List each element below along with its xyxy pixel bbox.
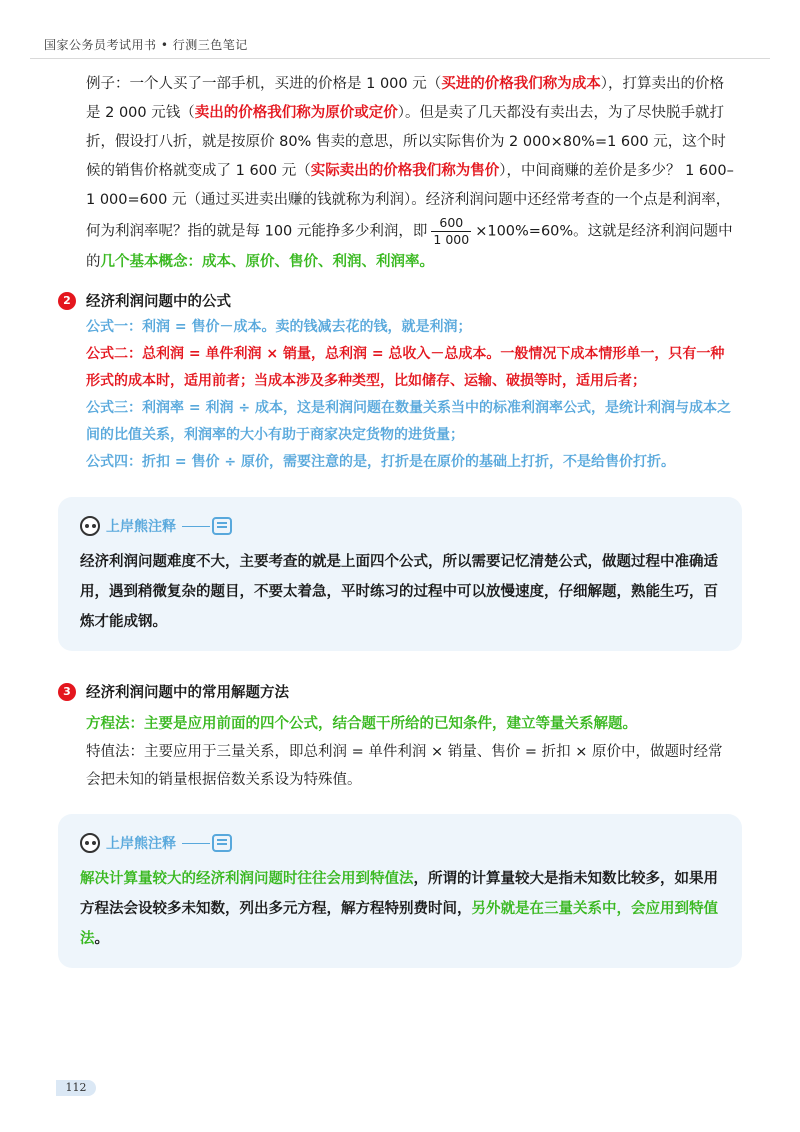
formula-one: 公式一：利润 = 售价－成本。卖的钱减去花的钱，就是利润；	[86, 319, 472, 335]
intro-text: ），打算卖出的价格是 2 000 元钱（	[86, 76, 724, 121]
annotation-tag	[80, 830, 720, 856]
method-list	[86, 710, 736, 794]
header-divider	[30, 58, 770, 59]
formula-two: 公式二：总利润 = 单件利润 × 销量，总利润 = 总收入－总成本。一般情况下成本情形单一，只有一种形式的成本时，适用前者；当成本涉及多种类型，比如储存、运输、破损等时，适用后者；	[86, 346, 725, 389]
tag-underline	[182, 843, 210, 844]
annotation-text: 经济利润问题难度不大，主要考查的就是上面四个公式，所以需要记忆清楚公式，做题过程中准确适用，遇到稍微复杂的题目，不要太着急，平时练习的过程中可以放慢速度，仔细解题，熟能生巧，百炼才能成钢。	[80, 554, 718, 630]
section-heading-formulas	[58, 290, 231, 311]
chat-bubble-icon	[212, 517, 232, 535]
annotation-text	[80, 864, 720, 954]
price-definition: 卖出的价格我们称为原价或定价	[194, 105, 398, 121]
intro-paragraph	[86, 70, 736, 277]
annotation-box-2	[58, 814, 742, 968]
section-number-badge: 3	[58, 683, 76, 701]
page-number: 112	[56, 1080, 96, 1096]
fraction-denominator: 1 000	[433, 232, 470, 247]
intro-text: 例子：一个人买了一部手机，买进的价格是 1 000 元（	[86, 76, 442, 92]
formula-three: 公式三：利润率 = 利润 ÷ 成本，这是利润问题在数量关系当中的标准利润率公式，是统计利润与成本之间的比值关系，利润率的大小有助于商家决定货物的进货量；	[86, 400, 731, 443]
annotation-tag-label: 上岸熊注释	[106, 836, 176, 852]
annotation-highlight: 解决计算量较大的经济利润问题时往往会用到特值法	[80, 871, 414, 887]
section-heading-methods	[58, 681, 289, 702]
section-title: 经济利润问题中的常用解题方法	[86, 685, 289, 701]
section-number-badge: 2	[58, 292, 76, 310]
running-header: 国家公务员考试用书 • 行测三色笔记	[44, 38, 248, 52]
equation-method: 方程法：主要是应用前面的四个公式，结合题干所给的已知条件，建立等量关系解题。	[86, 716, 637, 732]
intro-text: ）。但是卖了几天都没有卖出去，为了尽快脱手就打折，假设打八折，就是按原价 80% 售卖的意思，所以实际售价为 2 000×80%=1 600 元，这个时候的销售价格就变成了 1 600 元（	[86, 105, 726, 179]
section-title: 经济利润问题中的公式	[86, 294, 231, 310]
annotation-tag	[80, 513, 720, 539]
fraction-numerator: 600	[439, 215, 464, 230]
tag-underline	[182, 526, 210, 527]
annotation-highlight: 另外就是在三量关系中，会应用到特值法	[80, 901, 718, 947]
annotation-tag-label: 上岸熊注释	[106, 519, 176, 535]
annotation-plain: 。	[94, 931, 109, 947]
chat-bubble-icon	[212, 834, 232, 852]
sale-price-definition: 实际卖出的价格我们称为售价	[310, 163, 500, 179]
intro-text: ），中间商赚的差价是多少？ 1 600–1 000=600 元（通过买进卖出赚的钱就称为利润）。经济利润问题中还经常考查的一个点是利润率，何为利润率呢？指的就是每 100 元能挣多少利润，即	[86, 163, 734, 240]
cost-definition: 买进的价格我们称为成本	[441, 76, 601, 92]
formula-four: 公式四：折扣 = 售价 ÷ 原价，需要注意的是，打折是在原价的基础上打折，不是给售价打折。	[86, 454, 675, 470]
annotation-plain: ，所谓的计算量较大是指未知数比较多，如果用方程法会设较多未知数，列出多元方程，解方程特别费时间，	[80, 871, 718, 917]
profit-rate-fraction	[431, 215, 471, 248]
formula-list	[86, 314, 736, 476]
special-value-method: 特值法：主要应用于三量关系，即总利润 = 单件利润 × 销量、售价 = 折扣 × 原价中，做题时经常会把未知的销量根据倍数关系设为特殊值。	[86, 744, 723, 788]
bear-mascot-icon	[80, 833, 100, 853]
basic-concepts-highlight: 几个基本概念：成本、原价、售价、利润、利润率。	[100, 254, 434, 270]
intro-text: ×100%=60%。这就是经济利润问题中的	[86, 223, 733, 270]
bear-mascot-icon	[80, 516, 100, 536]
annotation-box-1	[58, 497, 742, 651]
